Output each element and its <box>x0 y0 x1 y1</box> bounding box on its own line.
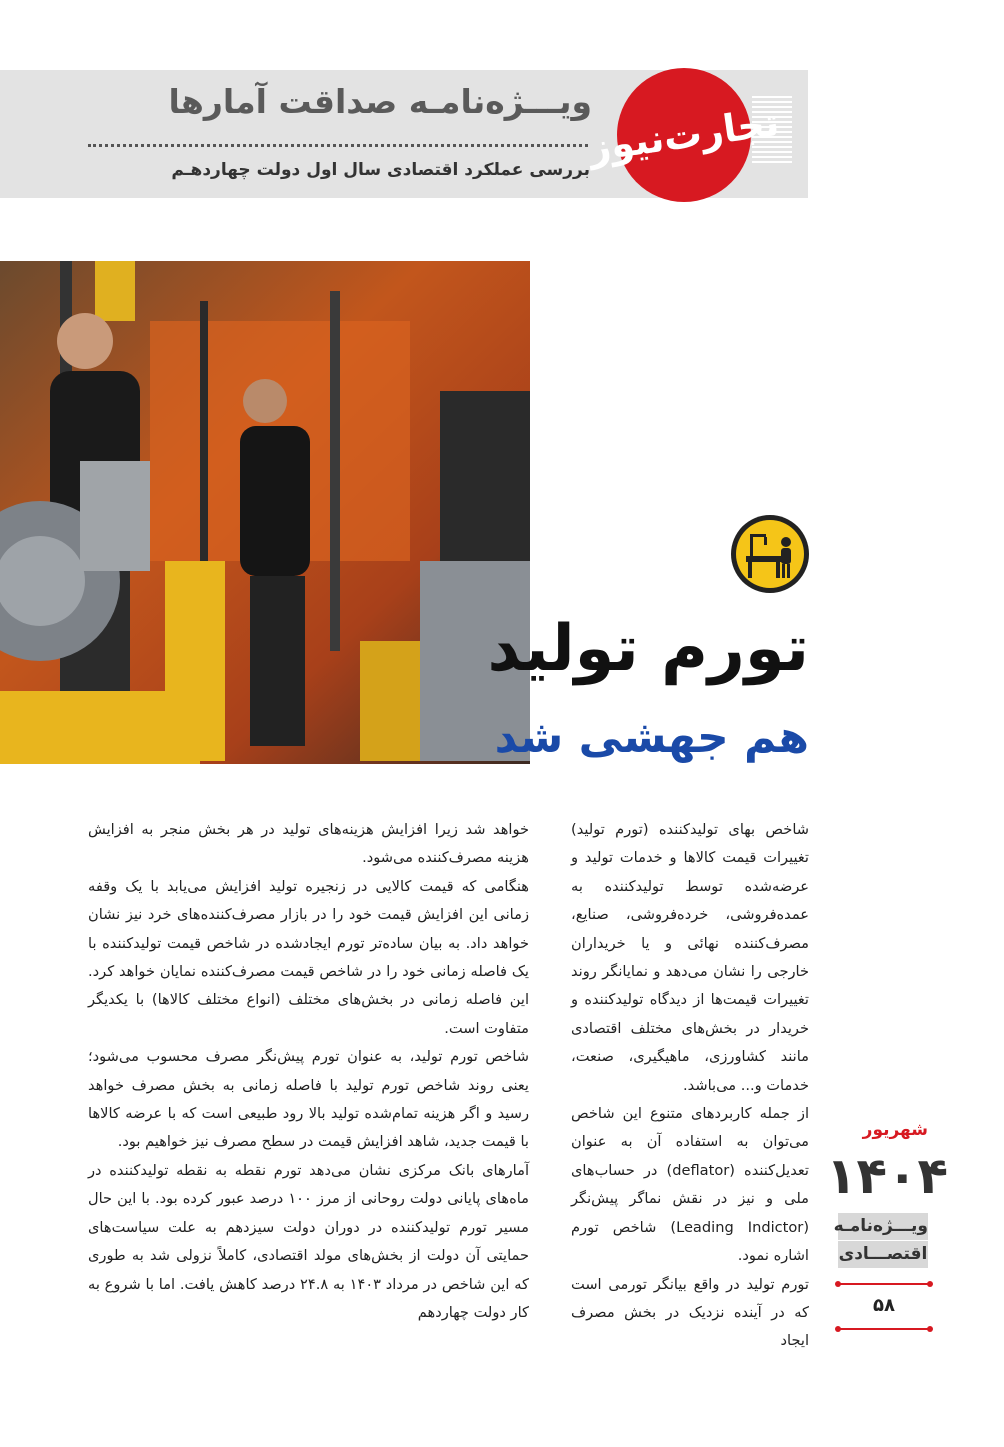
article-column-right: شاخص بهای تولیدکننده (تورم تولید) تغییرات قیمت کالاها و خدمات تولید و عرضه‌شده توسط تولیدکننده به عمده‌فروشی، خرده‌فروشی، صنایع، مصرف‌کننده نهائی و یا خریداران خارجی را نشان می‌دهد و نمایانگر روند تغییرات قیمت‌ها از دیدگاه تولیدکننده و خریدار در بخش‌های مختلف اقتصادی مانند کشاورزی، ماهیگیری، صنعت، خدمات و... می‌باشد. از جمله کاربردهای متنوع این شاخص می‌توان به استفاده آن به عنوان تعدیل‌کننده (deflator) در حساب‌های ملی و نیز در نقش نماگر پیش‌نگر (Leading Indictor) شاخص تورم اشاره نمود. تورم تولید در واقع بیانگر تورمی است که در آینده نزدیک در بخش مصرف ایجاد <box>571 821 810 1350</box>
header-subtitle: بررسی عملکرد اقتصادی سال اول دولت چهاردهـم <box>171 160 590 180</box>
article-column-left: خواهد شد زیرا افزایش هزینه‌های تولید در هر بخش منجر به افزایش هزینه مصرف‌کننده می‌شود. هنگامی که قیمت کالایی در زنجیره تولید افزایش می‌یابد با یک وقفه زمانی این افزایش قیمت خود را در بازار مصرف‌کننده‌های خرد نیز نشان خواهد داد. به بیان ساده‌تر تورم ایجادشده در شاخص قیمت تولیدکننده با یک فاصله زمانی خود را در شاخص قیمت مصرف‌کننده نمایان خواهد کرد. این فاصله زمانی در بخش‌های مختلف (انواع مختلف کالاها) با یکدیگر متفاوت است. شاخص تورم تولید، به عنوان تورم پیش‌نگر مصرف محسوب می‌شود؛ یعنی روند شاخص تورم تولید با فاصله زمانی به بخش مصرف خواهد رسید و اگر هزینه تمام‌شده تولید بالا رود طبیعی است که با عرضه کالاها با قیمت جدید، شاهد افزایش قیمت در سطح مصرف نیز خواهیم بود. آمارهای بانک مرکزی نشان می‌دهد تورم نقطه به نقطه تولیدکننده در ماه‌های پایانی دولت روحانی از مرز ۱۰۰ درصد عبور کرده بود. با این حال مسیر تورم تولیدکننده در دوران دولت سیزدهم به علت سیاست‌های حمایتی آن دولت از بخش‌های مولد اقتصادی، کاملاً نزولی شد به طوری که این شاخص در مرداد ۱۴۰۳ به ۲۴.۸ درصد کاهش یافت. اما با شروع به کار دولت چهاردهم <box>88 821 529 1321</box>
page-number-rule-top <box>838 1283 930 1285</box>
magazine-section-title: ویـــژه‌نامـه صداقت آمارها <box>168 82 592 121</box>
page-number: ۵۸ <box>873 1295 895 1316</box>
factory-photo-illustration <box>0 261 530 764</box>
brand-logo-text: تجارت‌نیوز <box>586 99 782 171</box>
issue-month: شهریور <box>862 1120 928 1140</box>
issue-label-special: ویـــژه‌نامـه <box>838 1213 928 1240</box>
brand-logo <box>586 68 782 202</box>
article-headline: تورم تولید <box>487 612 809 686</box>
header-divider <box>88 144 588 147</box>
issue-year: ۱۴۰۴ <box>826 1147 949 1205</box>
page-number-rule-bottom <box>838 1328 930 1330</box>
issue-label-economic: اقتصـــادی <box>838 1241 928 1268</box>
article-subheadline: هم جهشی شد <box>494 712 809 763</box>
factory-worker-icon <box>736 520 804 588</box>
factory-workers-photo <box>0 261 530 764</box>
